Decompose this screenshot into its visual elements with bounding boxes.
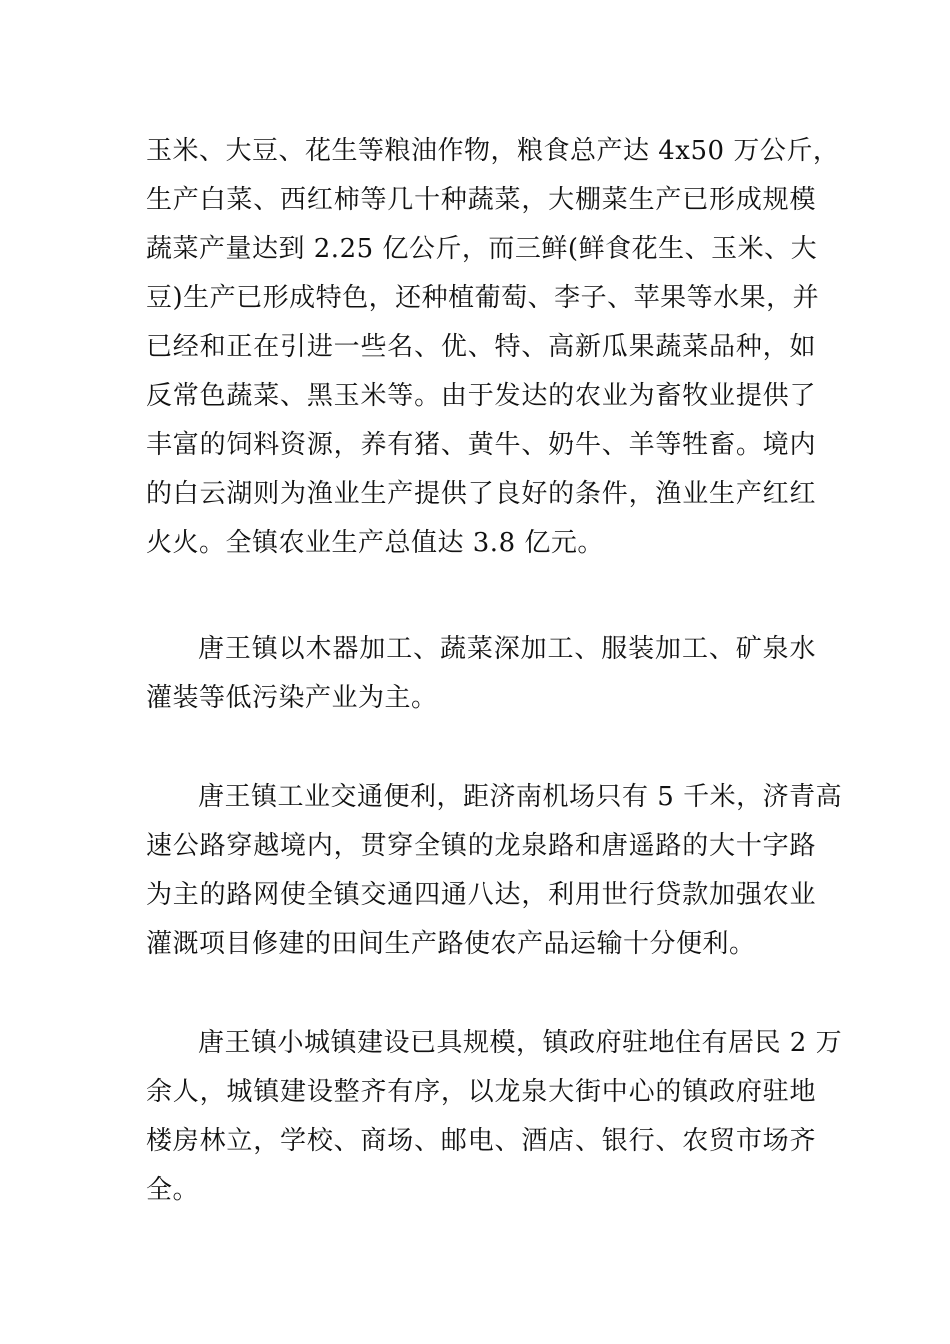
text-line: 生产白菜、西红柿等几十种蔬菜，大棚菜生产已形成规模 <box>146 185 816 215</box>
text-line: 反常色蔬菜、黑玉米等。由于发达的农业为畜牧业提供了 <box>146 381 816 411</box>
text-line: 楼房林立，学校、商场、邮电、酒店、银行、农贸市场齐 <box>146 1126 816 1156</box>
text-line: 蔬菜产量达到 2.25 亿公斤，而三鲜(鲜食花生、玉米、大 <box>146 234 818 264</box>
text-line: 已经和正在引进一些名、优、特、高新瓜果蔬菜品种，如 <box>146 332 816 362</box>
paragraph-agriculture <box>146 127 840 568</box>
text-line: 灌装等低污染产业为主。 <box>146 683 438 713</box>
text-line: 全。 <box>146 1175 200 1205</box>
paragraph-transport <box>146 773 843 969</box>
text-line-indented: 唐王镇工业交通便利，距济南机场只有 5 千米，济青高 <box>198 782 843 812</box>
text-line: 的白云湖则为渔业生产提供了良好的条件，渔业生产红红 <box>146 479 816 509</box>
text-line-indented: 唐王镇小城镇建设已具规模，镇政府驻地住有居民 2 万 <box>198 1028 843 1058</box>
paragraph-industry <box>146 625 816 723</box>
text-line-indented: 唐王镇以木器加工、蔬菜深加工、服装加工、矿泉水 <box>198 634 816 664</box>
paragraph-town-construction <box>146 1019 843 1215</box>
text-line: 火火。全镇农业生产总值达 3.8 亿元。 <box>146 528 604 558</box>
text-line: 速公路穿越境内，贯穿全镇的龙泉路和唐遥路的大十字路 <box>146 831 816 861</box>
text-line: 玉米、大豆、花生等粮油作物，粮食总产达 4x50 万公斤， <box>146 136 840 166</box>
text-line: 灌溉项目修建的田间生产路使农产品运输十分便利。 <box>146 929 756 959</box>
text-line: 丰富的饲料资源，养有猪、黄牛、奶牛、羊等牲畜。境内 <box>146 430 816 460</box>
text-line: 为主的路网使全镇交通四通八达，利用世行贷款加强农业 <box>146 880 816 910</box>
text-line: 余人，城镇建设整齐有序，以龙泉大街中心的镇政府驻地 <box>146 1077 816 1107</box>
text-line: 豆)生产已形成特色，还种植葡萄、李子、苹果等水果，并 <box>146 283 820 313</box>
